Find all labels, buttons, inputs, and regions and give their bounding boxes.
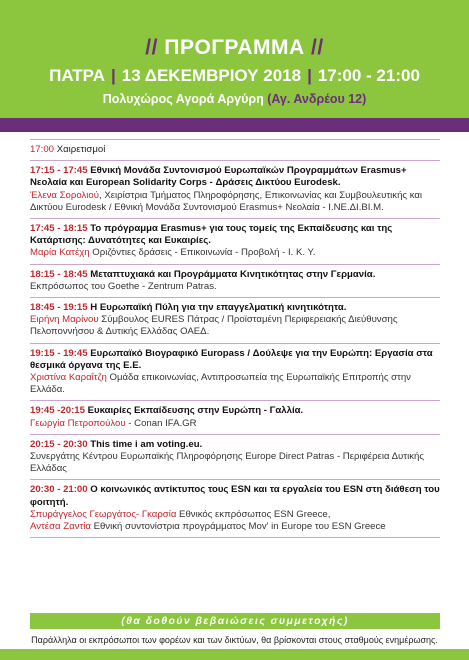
session-details-2: Εθνική συντονίστρια προγράμματος Mov' in Europe του ESN Greece [90,521,386,533]
program-item [30,219,440,265]
bottom-green-strip [0,649,469,660]
session-details: Συνεργάτης Κέντρου Ευρωπαϊκής Πληροφόρησης Europe Direct Patras - Περιφέρεια Δυτικής Ελλάδας [30,451,424,475]
session-title: Η Ευρωπαϊκή Πύλη για την επαγγελματική κινητικότητα. [90,302,347,314]
venue-address: (Αγ. Ανδρέου 12) [267,92,367,106]
program-item [30,139,440,161]
program-list [30,139,440,538]
session-speaker: Χριστίνα Καραΐτζη [30,372,107,384]
program-item [30,298,440,344]
title-prefix: // [145,36,158,59]
session-time: 18:45 - 19:15 [30,302,88,314]
session-time: 20:15 - 20:30 [30,438,88,450]
session-time: 19:15 - 19:45 [30,347,88,359]
session-time: 18:15 - 18:45 [30,268,88,280]
program-item [30,401,440,434]
program-item [30,161,440,219]
session-title: Ευκαιρίες Εκπαίδευσης στην Ευρώπη - Γαλλία. [87,405,304,417]
session-title: Το πρόγραμμα Erasmus+ για τους τομείς της Εκπαίδευσης και της Κατάρτισης: Δυνατότητες και Ευκαιρίες. [30,223,393,247]
session-title: Χαιρετισμοί [56,144,106,155]
session-time: 20:30 - 21:00 [30,484,88,496]
session-details: Σύμβουλος EURES Πάτρας / Προϊσταμένη Περιφερειακής Διεύθυνσης Πελοποννήσου & Δυτικής Ελλάδας ΟΑΕΔ. [30,314,398,338]
event-time: 17:00 - 21:00 [317,66,420,85]
session-speaker: Μαρία Κατέχη [30,247,90,259]
separator-bar: | [110,66,116,85]
session-time: 19:45 -20:15 [30,405,85,417]
program-item [30,435,440,481]
title-text: ΠΡΟΓΡΑΜΜΑ [164,36,305,59]
session-title: Μεταπτυχιακά και Προγράμματα Κινητικότητας στην Γερμανία. [90,268,376,280]
event-city: ΠΑΤΡΑ [49,66,105,85]
separator-bar: | [307,66,312,85]
session-speaker: Έλενα Σορολιού [30,189,99,201]
event-date: 13 ΔΕΚΕΜΒΡΙΟΥ 2018 [121,66,302,85]
program-item [30,265,440,298]
event-venue [0,92,469,106]
header-divider-strip [0,118,469,132]
session-details: Ομάδα επικοινωνίας, Αντιπροσωπεία της Ευρωπαϊκής Επιτροπής στην Ελλάδα. [30,372,411,396]
session-speaker: Ειρήνη Μαρίνου [30,314,99,326]
session-title: Ο κοινωνικός αντίκτυπος τους ESN και τα εργαλεία του ESN στη διάθεση του φοιτητή. [30,484,440,508]
footer-note: Παράλληλα οι εκπρόσωποι των φορέων και των δικτύων, θα βρίσκονται στους σταθμούς ενημέρωσης. [31,635,438,645]
title-suffix: // [311,36,324,59]
header-banner [0,0,469,118]
session-details: Εκπρόσωπος του Goethe - Zentrum Patras. [30,280,217,292]
page-title [0,36,469,60]
session-time: 17:00 [30,144,55,155]
session-time: 17:45 - 18:15 [30,223,88,235]
session-speaker: Σπυράγγελος Γεωργάτος- Γκαρσία [30,508,177,520]
session-speaker-2: Αντέσα Ζαντία [30,521,91,533]
session-title: Εθνική Μονάδα Συντονισμού Ευρωπαϊκών Προγραμμάτων Erasmus+ Νεολαία και European Solidarity Corps - Δράσεις Δικτύου Eurodesk. [30,165,407,189]
program-item [30,344,440,402]
certificates-banner: (θα δοθούν βεβαιώσεις συμμετοχής) [30,613,440,629]
session-details: - Conan IFA.GR [125,417,197,429]
session-details: Εθνικός εκπρόσωπος ESN Greece, [176,508,331,520]
session-speaker: Γεωργία Πετροπούλου [30,417,126,429]
session-details: , Χειρίστρια Τμήματος Πληροφόρησης, Επικοινωνίας και Συμβουλευτικής και Δικτύου Eurodesk / Εθνική Μονάδα Συντονισμού Erasmus+ Νεολαία - Ι.ΝΕ.ΔΙ.ΒΙ.Μ. [30,189,423,213]
event-dateline [0,66,469,86]
venue-name: Πολυχώρος Αγορά Αργύρη [102,92,264,106]
session-title: Ευρωπαϊκό Βιογραφικό Europass / Δούλεψε για την Ευρώπη: Εργασία στα θεσμικά όργανα της Ε.Ε. [30,347,433,371]
program-item [30,480,440,538]
session-time: 17:15 - 17:45 [30,165,88,177]
session-details: Οριζόντιες δράσεις - Επικοινωνία - Προβολή - Ι. Κ. Υ. [89,247,316,259]
session-title: This time i am voting.eu. [90,438,203,450]
